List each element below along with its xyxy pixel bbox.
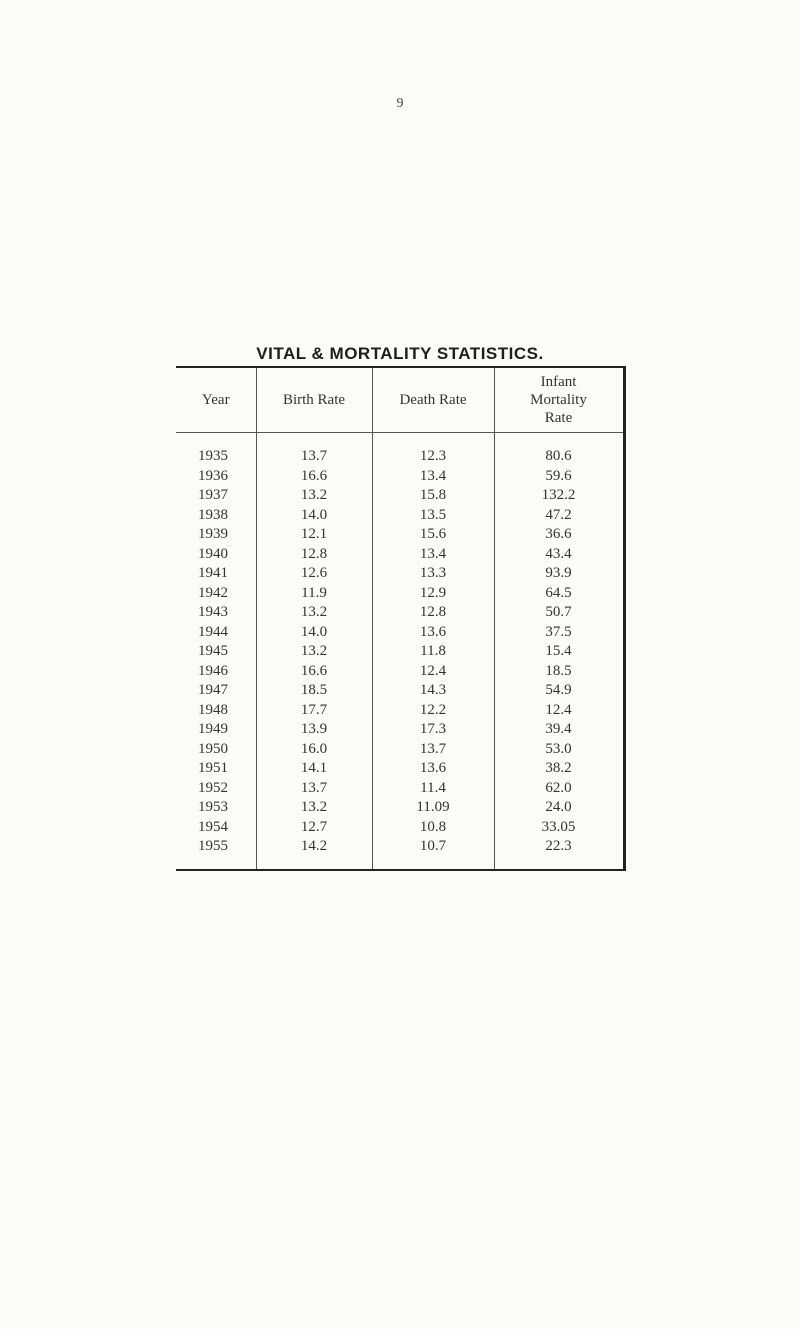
table-row [176,798,624,818]
year-cell: 1951 [198,760,228,777]
header-birth-rate: Birth Rate [256,367,372,433]
birth-rate-cell: 12.6 [256,564,372,584]
infant-mortality-cell: 80.6 [494,433,624,467]
year-cell: 1937 [198,487,228,504]
infant-mortality-cell: 39.4 [494,720,624,740]
infant-mortality-cell: 24.0 [494,798,624,818]
table-body [176,433,624,870]
birth-rate-cell: 16.6 [256,662,372,682]
birth-rate-cell: 14.0 [256,623,372,643]
birth-rate-cell: 18.5 [256,681,372,701]
year-cell: 1953 [198,799,228,816]
table-row [176,740,624,760]
death-rate-cell: 13.6 [372,759,494,779]
year-cell: 1952 [198,779,228,796]
table-row [176,433,624,467]
death-rate-cell: 10.8 [372,818,494,838]
birth-rate-cell: 17.7 [256,701,372,721]
table-row [176,759,624,779]
vital-statistics-table [176,366,626,871]
table-row [176,603,624,623]
death-rate-cell: 12.4 [372,662,494,682]
year-cell: 1936 [198,467,228,484]
birth-rate-cell: 14.0 [256,506,372,526]
infant-mortality-cell: 33.05 [494,818,624,838]
infant-mortality-cell: 43.4 [494,545,624,565]
infant-mortality-cell: 47.2 [494,506,624,526]
table-row [176,818,624,838]
birth-rate-cell: 12.8 [256,545,372,565]
birth-rate-cell: 13.2 [256,486,372,506]
table-row [176,564,624,584]
table-row [176,545,624,565]
death-rate-cell: 14.3 [372,681,494,701]
infant-mortality-cell: 53.0 [494,740,624,760]
death-rate-cell: 15.8 [372,486,494,506]
infant-mortality-cell: 22.3 [494,837,624,870]
table-row [176,779,624,799]
death-rate-cell: 10.7 [372,837,494,870]
death-rate-cell: 17.3 [372,720,494,740]
year-cell: 1938 [198,506,228,523]
birth-rate-cell: 13.7 [256,779,372,799]
table-row [176,720,624,740]
year-cell: 1943 [198,604,228,621]
header-year: Year [176,367,256,433]
death-rate-cell: 15.6 [372,525,494,545]
death-rate-cell: 12.9 [372,584,494,604]
death-rate-cell: 11.8 [372,642,494,662]
birth-rate-cell: 14.1 [256,759,372,779]
table-row [176,486,624,506]
year-cell: 1942 [198,584,228,601]
birth-rate-cell: 11.9 [256,584,372,604]
page-title: VITAL & MORTALITY STATISTICS. [256,344,544,363]
infant-mortality-cell: 37.5 [494,623,624,643]
infant-mortality-cell: 62.0 [494,779,624,799]
birth-rate-cell: 13.2 [256,603,372,623]
table-row [176,506,624,526]
death-rate-cell: 11.09 [372,798,494,818]
table-row [176,662,624,682]
table-row [176,701,624,721]
table-row [176,642,624,662]
infant-mortality-cell: 36.6 [494,525,624,545]
infant-mortality-cell: 93.9 [494,564,624,584]
table-row [176,837,624,870]
birth-rate-cell: 13.9 [256,720,372,740]
table-row [176,525,624,545]
header-death-rate: Death Rate [372,367,494,433]
year-cell: 1935 [198,448,228,465]
death-rate-cell: 13.6 [372,623,494,643]
death-rate-cell: 12.3 [372,433,494,467]
birth-rate-cell: 13.2 [256,642,372,662]
birth-rate-cell: 12.7 [256,818,372,838]
infant-mortality-cell: 15.4 [494,642,624,662]
infant-mortality-cell: 50.7 [494,603,624,623]
death-rate-cell: 11.4 [372,779,494,799]
header-infant-mortality-rate: Infant Mortality Rate [494,367,624,433]
table-row [176,681,624,701]
infant-mortality-cell: 12.4 [494,701,624,721]
infant-mortality-cell: 18.5 [494,662,624,682]
infant-mortality-cell: 54.9 [494,681,624,701]
death-rate-cell: 13.5 [372,506,494,526]
death-rate-cell: 13.7 [372,740,494,760]
year-cell: 1948 [198,701,228,718]
year-cell: 1945 [198,643,228,660]
table-header-row [176,367,624,433]
infant-mortality-cell: 38.2 [494,759,624,779]
year-cell: 1939 [198,526,228,543]
birth-rate-cell: 13.7 [256,433,372,467]
birth-rate-cell: 16.0 [256,740,372,760]
birth-rate-cell: 13.2 [256,798,372,818]
death-rate-cell: 12.2 [372,701,494,721]
year-cell: 1949 [198,721,228,738]
death-rate-cell: 13.4 [372,467,494,487]
infant-mortality-cell: 64.5 [494,584,624,604]
death-rate-cell: 13.3 [372,564,494,584]
birth-rate-cell: 16.6 [256,467,372,487]
birth-rate-cell: 14.2 [256,837,372,870]
year-cell: 1950 [198,740,228,757]
death-rate-cell: 12.8 [372,603,494,623]
death-rate-cell: 13.4 [372,545,494,565]
year-cell: 1941 [198,565,228,582]
year-cell: 1954 [198,818,228,835]
page-number: 9 [396,96,404,111]
year-cell: 1940 [198,545,228,562]
year-cell: 1946 [198,662,228,679]
birth-rate-cell: 12.1 [256,525,372,545]
infant-mortality-cell: 59.6 [494,467,624,487]
year-cell: 1955 [176,837,256,870]
year-cell: 1947 [198,682,228,699]
year-cell: 1944 [198,623,228,640]
table-row [176,623,624,643]
table-row [176,467,624,487]
table-row [176,584,624,604]
infant-mortality-cell: 132.2 [494,486,624,506]
